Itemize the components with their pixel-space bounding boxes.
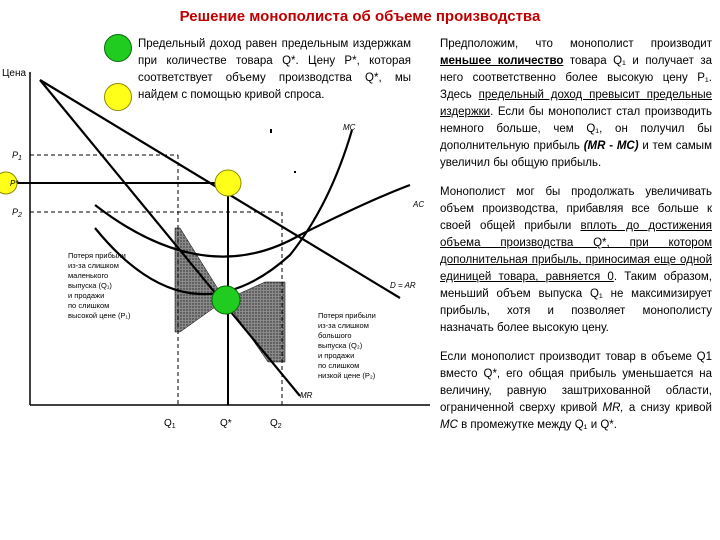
note-text: Предельный доход равен предельным издержкам при количестве товара Q*. Цену P*, которая соответствует объему производства Q*, мы найдем с помощью кривой спроса. (138, 38, 411, 101)
loss-area-left (175, 228, 225, 332)
mc-label: MC (343, 123, 356, 132)
pstar-label: P* (10, 179, 19, 188)
mr-curve (40, 80, 300, 396)
qstar-label: Q* (220, 418, 232, 429)
mr-mc-intersection-icon (212, 286, 240, 314)
paragraph-3: Если монополист производит товар в объеме Q1 вместо Q*, его общая прибыль уменьшается на величину, равную заштрихованной области, ограниченной сверху кривой MR, а снизу кривой MC в промежутке между Q₁ и Q*. (440, 351, 712, 431)
optimum-price-marker-icon (215, 170, 241, 196)
ac-label: AC (413, 200, 425, 209)
p1-label: P (12, 150, 19, 160)
q2-label: Q (270, 418, 278, 429)
svg-text:Q1: $Q_1$ (164, 418, 176, 430)
p2-label: P (12, 207, 19, 217)
paragraph-2: Монополист мог бы продолжать увеличивать объем производства, прибавляя все больше к своей общей прибыли вплоть до достижения объема производства Q*, при котором дополнительная прибыль, приносимая еще одной единицей товара, равняется 0. Таким образом, меньший объем выпуска Q₁ не максимизирует прибыль, хотя и позволяет монополисту назначать более высокую цену. (440, 186, 712, 334)
loss-left-text: Потеря прибыли из-за слишком маленького выпуска (Q₁) и продажи по слишком высокой цене (P₁) (68, 251, 131, 320)
explanation-text (440, 36, 712, 446)
demand-label: D = AR (390, 281, 416, 290)
svg-text:P1: $P_1$ (12, 150, 22, 162)
ac-curve (95, 185, 410, 257)
loss-right-text: Потеря прибыли из-за слишком большого выпуска (Q₂) и продажи по слишком низкой цене (P₂) (318, 311, 376, 380)
mr-label: MR (300, 391, 313, 400)
y-axis-label: Цена (2, 68, 27, 79)
svg-text:Q2: $Q_2$ (270, 418, 282, 430)
paragraph-1: Предположим, что монополист производит меньшее количество товара Q₁ и получает за него соответственно более высокую цену P₁. Здесь предельный доход превысит предельные издержки. Если бы монополист стал производить немного больше, чем Q₁, он получил бы дополнительную прибыль (MR - MC) и тем самым увеличил бы общую прибыль. (440, 38, 712, 169)
page-title: Решение монополиста об объеме производства (179, 8, 541, 25)
svg-text:P2: $P_2$ (12, 207, 22, 219)
q1-label: Q (164, 418, 172, 429)
mc-curve (95, 130, 352, 294)
